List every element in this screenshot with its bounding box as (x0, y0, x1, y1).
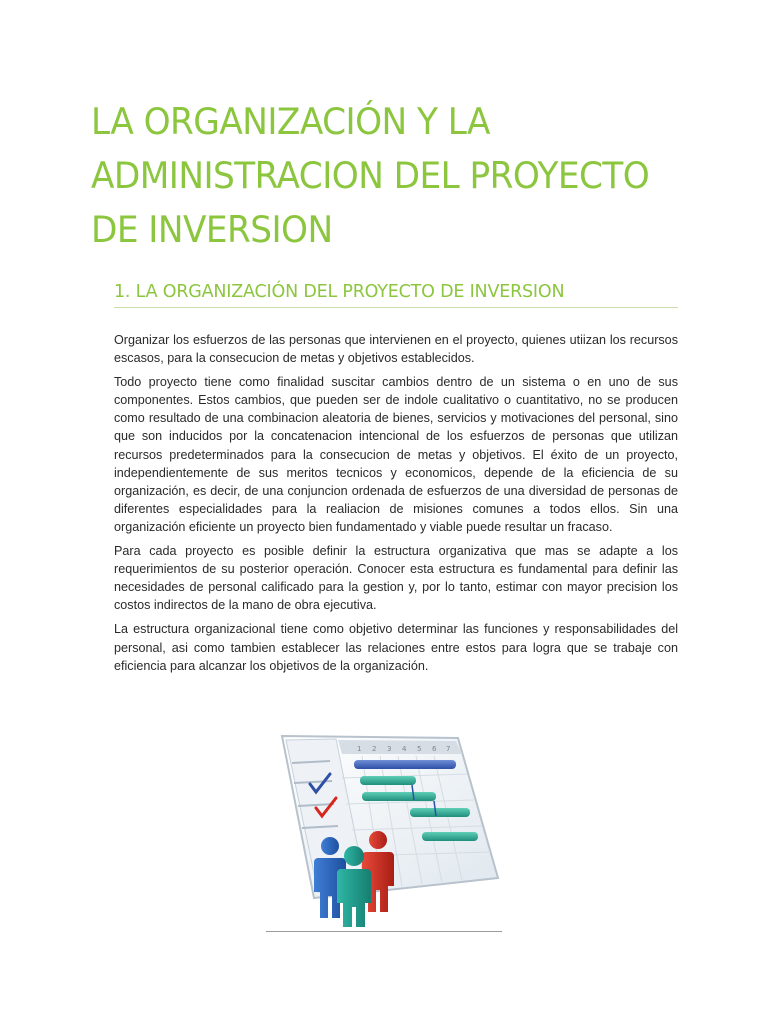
gantt-bar (422, 832, 478, 841)
column-number: 2 (372, 745, 377, 753)
footer-rule (266, 931, 502, 932)
gantt-bar (360, 776, 416, 785)
document-title: LA ORGANIZACIÓN Y LA ADMINISTRACION DEL PROYECTO DE INVERSION (91, 100, 650, 251)
paragraph: Para cada proyecto es posible definir la estructura organizativa que mas se adapte a los requerimientos de su posterior operación. Conocer esta estructura es fundamental para definir las necesidades de personal calificado para la gestion y, por lo tanto, estimar con mayor precision los costos indirectos de la mano de obra ejecutiva. (114, 544, 678, 613)
column-numbers (357, 745, 450, 753)
column-number: 5 (417, 745, 422, 753)
column-number: 3 (387, 745, 392, 753)
gantt-illustration (262, 728, 506, 928)
gantt-bar (362, 792, 436, 801)
paragraph: Todo proyecto tiene como finalidad suscitar cambios dentro de un sistema o en uno de sus componentes. Estos cambios, que pueden ser de indole cualitativo o cuantitativo, no se producen como resultado de una combinacion aleatoria de bienes, servicios y motivaciones del personal, sino que son inducidos por la concatenacion intencional de los esfuerzos de personas que utilizan recursos predeterminados para la consecucion de metas y objetivos. El éxito de un proyecto, independientemente de sus meritos tecnicos y economicos, depende de la eficiencia de su organización, es decir, de una conjuncion ordenada de esfuerzos de una diversidad de personas de diferentes especialidades para la realiacion de misiones comunes a todos ellos. Sin una organización eficiente un proyecto bien fundamentado y viable puede resultar un fracaso. (114, 375, 678, 534)
column-number: 6 (432, 745, 437, 753)
paragraph: La estructura organizacional tiene como objetivo determinar las funciones y responsabilidades del personal, asi como tambien establecer las relaciones entre estos para logra que se trabaje con eficiencia para alcanzar los objetivos de la organización. (114, 622, 678, 673)
body-text (114, 331, 678, 681)
column-number: 1 (357, 745, 362, 753)
column-number: 4 (402, 745, 407, 753)
gantt-chart-with-team-icon (262, 728, 506, 928)
section-heading: 1. LA ORGANIZACIÓN DEL PROYECTO DE INVERSION (114, 280, 678, 308)
column-number: 7 (446, 745, 451, 753)
gantt-bar (354, 760, 456, 769)
paragraph: Organizar los esfuerzos de las personas que intervienen en el proyecto, quienes utiizan los recursos escasos, para la consecucion de metas y objetivos establecidos. (114, 333, 678, 366)
gantt-bar (410, 808, 470, 817)
